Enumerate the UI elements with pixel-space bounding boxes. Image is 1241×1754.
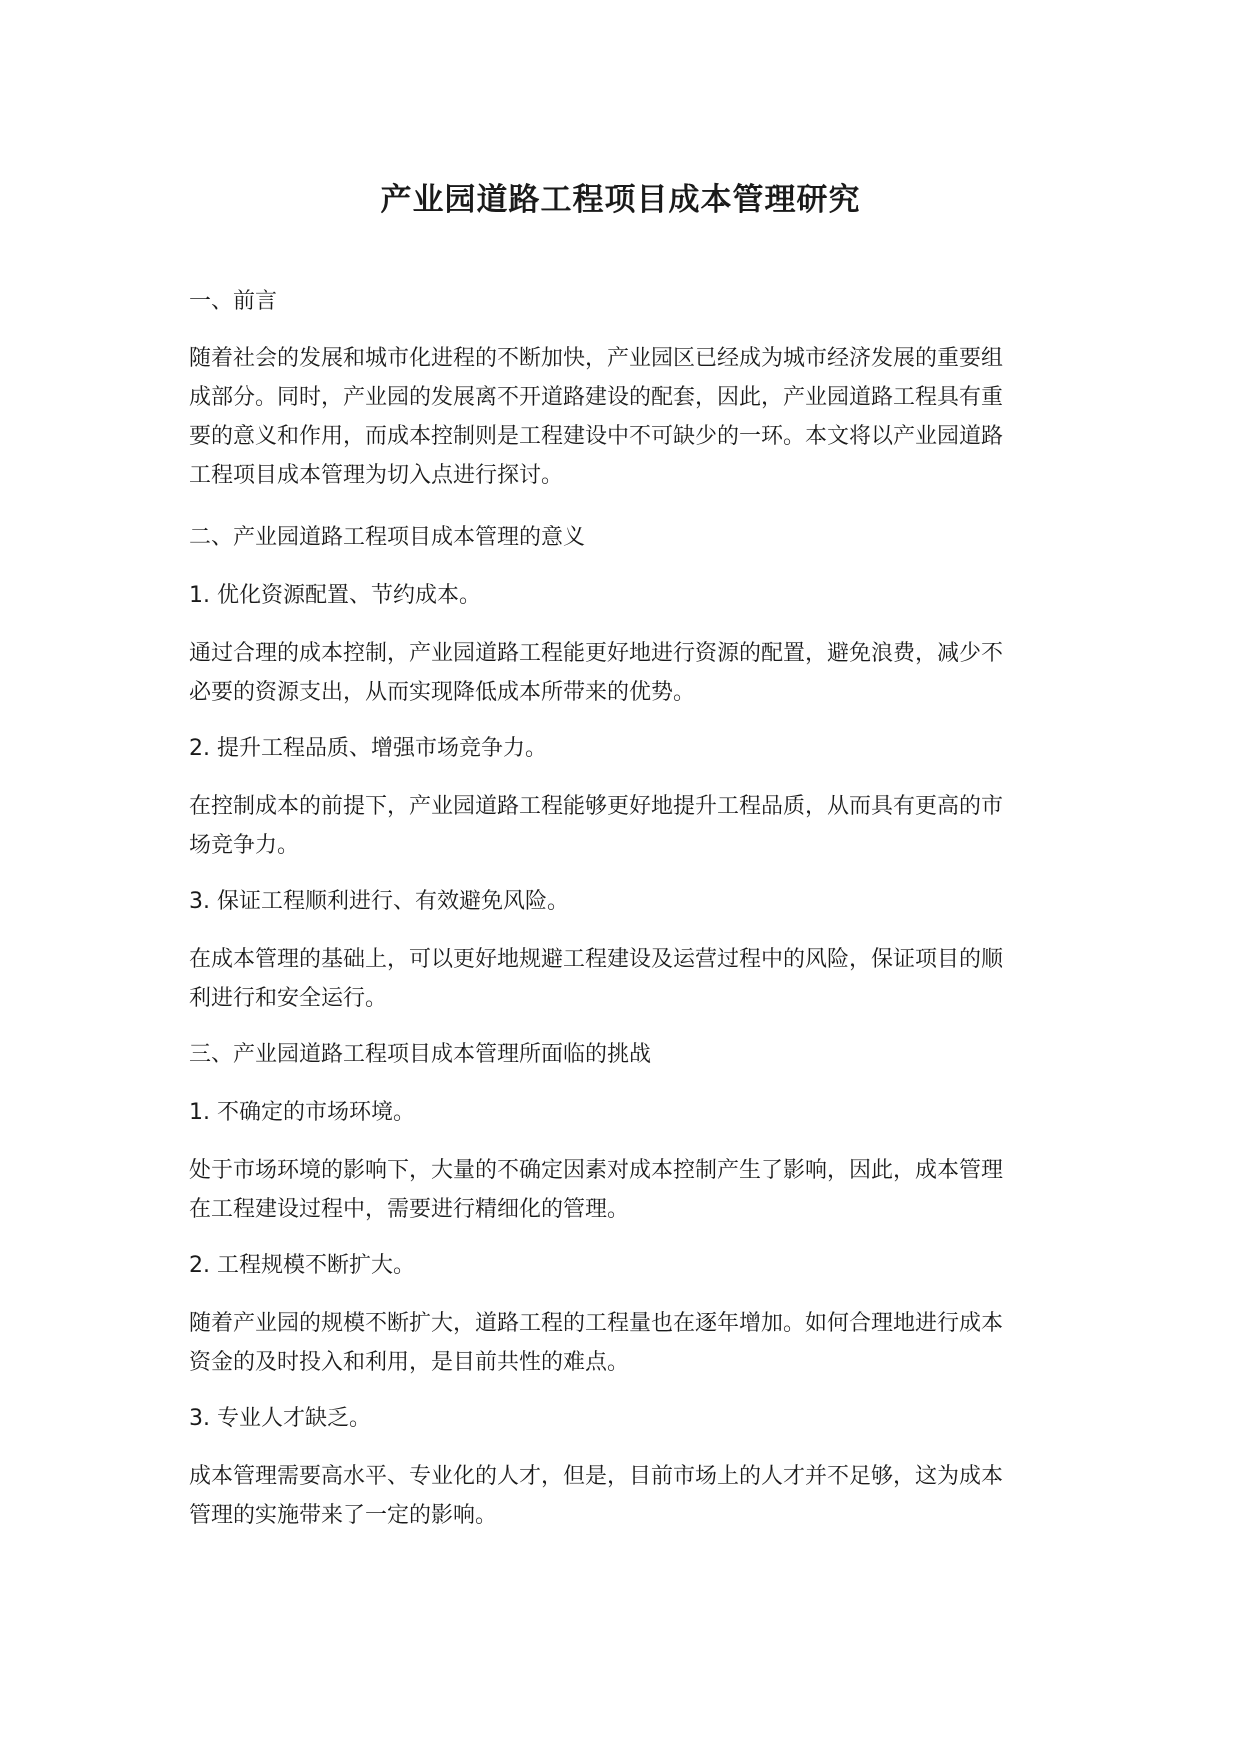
paragraph-significance-1: 通过合理的成本控制，产业园道路工程能更好地进行资源的配置，避免浪费，减少不 必要的资源支出，从而实现降低成本所带来的优势。: [189, 641, 1004, 705]
subheading-challenges-1: 1. 不确定的市场环境。: [189, 1100, 415, 1125]
subheading-challenges-2: 2. 工程规模不断扩大。: [189, 1253, 415, 1278]
subheading-significance-3: 3. 保证工程顺利进行、有效避免风险。: [189, 889, 569, 914]
section-heading-significance: 二、产业园道路工程项目成本管理的意义: [189, 525, 586, 550]
document-title: 产业园道路工程项目成本管理研究: [380, 182, 861, 218]
paragraph-challenges-3: 成本管理需要高水平、专业化的人才，但是，目前市场上的人才并不足够，这为成本 管理的实施带来了一定的影响。: [189, 1464, 1004, 1528]
subheading-significance-1: 1. 优化资源配置、节约成本。: [189, 583, 481, 608]
subheading-significance-2: 2. 提升工程品质、增强市场竞争力。: [189, 736, 547, 761]
paragraph-challenges-1: 处于市场环境的影响下，大量的不确定因素对成本控制产生了影响，因此，成本管理 在工程建设过程中，需要进行精细化的管理。: [189, 1158, 1004, 1222]
paragraph-significance-2: 在控制成本的前提下，产业园道路工程能够更好地提升工程品质，从而具有更高的市 场竞争力。: [189, 794, 1004, 858]
paragraph-significance-3: 在成本管理的基础上，可以更好地规避工程建设及运营过程中的风险，保证项目的顺 利进行和安全运行。: [189, 947, 1004, 1011]
paragraph-preface: 随着社会的发展和城市化进程的不断加快，产业园区已经成为城市经济发展的重要组 成部分。同时，产业园的发展离不开道路建设的配套，因此，产业园道路工程具有重 要的意义和作用，而成本控制则是工程建设中不可缺少的一环。本文将以产业园道路 工程项目成本管理为切入点进行探讨。: [189, 346, 1004, 488]
paragraph-challenges-2: 随着产业园的规模不断扩大，道路工程的工程量也在逐年增加。如何合理地进行成本 资金的及时投入和利用，是目前共性的难点。: [189, 1311, 1004, 1375]
section-heading-challenges: 三、产业园道路工程项目成本管理所面临的挑战: [189, 1042, 652, 1067]
subheading-challenges-3: 3. 专业人才缺乏。: [189, 1406, 371, 1431]
section-heading-preface: 一、前言: [189, 289, 278, 314]
